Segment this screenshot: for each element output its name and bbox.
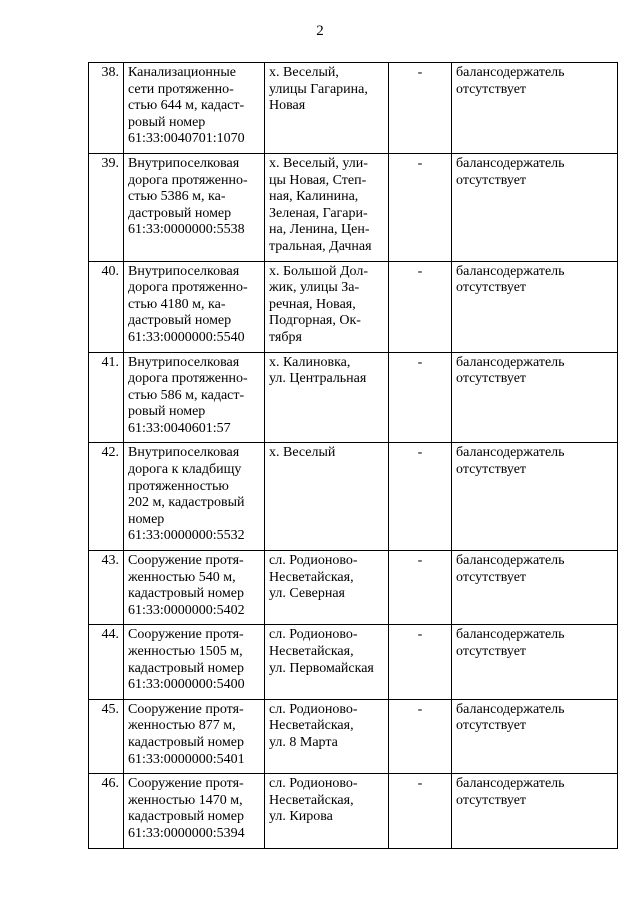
table-row: [89, 261, 618, 352]
property-table: [88, 62, 618, 849]
object-name-cell: Канализационные сети протяженно- стью 644 м, кадаст- ровый номер 61:33:0040701:1070: [124, 63, 265, 154]
table-row: [89, 699, 618, 773]
dash-mark-cell: -: [389, 699, 452, 773]
object-location-cell: сл. Родионово- Несветайская, ул. 8 Марта: [265, 699, 389, 773]
table-row: [89, 153, 618, 261]
balance-holder-cell: балансодержатель отсутствует: [452, 443, 618, 551]
object-name-cell: Внутрипоселковая дорога к кладбищу протяженностью 202 м, кадастровый номер 61:33:0000000:5532: [124, 443, 265, 551]
dash-mark-cell: -: [389, 551, 452, 625]
balance-holder-cell: балансодержатель отсутствует: [452, 352, 618, 443]
table-row: [89, 625, 618, 699]
object-location-cell: х. Калиновка, ул. Центральная: [265, 352, 389, 443]
row-number-cell: 43.: [89, 551, 124, 625]
dash-mark-cell: -: [389, 625, 452, 699]
object-name-cell: Сооружение протя- женностью 1470 м, кадастровый номер 61:33:0000000:5394: [124, 774, 265, 848]
row-number-cell: 41.: [89, 352, 124, 443]
table-row: [89, 352, 618, 443]
balance-holder-cell: балансодержатель отсутствует: [452, 63, 618, 154]
object-name-cell: Сооружение протя- женностью 540 м, кадастровый номер 61:33:0000000:5402: [124, 551, 265, 625]
row-number-cell: 42.: [89, 443, 124, 551]
row-number-cell: 40.: [89, 261, 124, 352]
object-location-cell: х. Веселый, ули- цы Новая, Степ- ная, Калинина, Зеленая, Гагари- на, Ленина, Цен- тральная, Дачная: [265, 153, 389, 261]
object-location-cell: х. Веселый: [265, 443, 389, 551]
row-number-cell: 44.: [89, 625, 124, 699]
page-number: 2: [316, 23, 324, 39]
table-row: [89, 63, 618, 154]
dash-mark-cell: -: [389, 352, 452, 443]
property-table-body: [89, 63, 618, 849]
balance-holder-cell: балансодержатель отсутствует: [452, 625, 618, 699]
object-name-cell: Внутрипоселковая дорога протяженно- стью 586 м, кадаст- ровый номер 61:33:0040601:57: [124, 352, 265, 443]
balance-holder-cell: балансодержатель отсутствует: [452, 153, 618, 261]
row-number-cell: 39.: [89, 153, 124, 261]
object-location-cell: сл. Родионово- Несветайская, ул. Первомайская: [265, 625, 389, 699]
object-name-cell: Сооружение протя- женностью 1505 м, кадастровый номер 61:33:0000000:5400: [124, 625, 265, 699]
object-location-cell: сл. Родионово- Несветайская, ул. Кирова: [265, 774, 389, 848]
object-location-cell: х. Веселый, улицы Гагарина, Новая: [265, 63, 389, 154]
object-location-cell: х. Большой Дол- жик, улицы За- речная, Новая, Подгорная, Ок- тября: [265, 261, 389, 352]
balance-holder-cell: балансодержатель отсутствует: [452, 699, 618, 773]
balance-holder-cell: балансодержатель отсутствует: [452, 774, 618, 848]
object-location-cell: сл. Родионово- Несветайская, ул. Северная: [265, 551, 389, 625]
balance-holder-cell: балансодержатель отсутствует: [452, 551, 618, 625]
object-name-cell: Сооружение протя- женностью 877 м, кадастровый номер 61:33:0000000:5401: [124, 699, 265, 773]
row-number-cell: 45.: [89, 699, 124, 773]
dash-mark-cell: -: [389, 63, 452, 154]
table-row: [89, 774, 618, 848]
dash-mark-cell: -: [389, 153, 452, 261]
object-name-cell: Внутрипоселковая дорога протяженно- стью 4180 м, ка- дастровый номер 61:33:0000000:5540: [124, 261, 265, 352]
dash-mark-cell: -: [389, 774, 452, 848]
table-row: [89, 443, 618, 551]
row-number-cell: 38.: [89, 63, 124, 154]
row-number-cell: 46.: [89, 774, 124, 848]
table-row: [89, 551, 618, 625]
balance-holder-cell: балансодержатель отсутствует: [452, 261, 618, 352]
dash-mark-cell: -: [389, 261, 452, 352]
dash-mark-cell: -: [389, 443, 452, 551]
object-name-cell: Внутрипоселковая дорога протяженно- стью 5386 м, ка- дастровый номер 61:33:0000000:5538: [124, 153, 265, 261]
